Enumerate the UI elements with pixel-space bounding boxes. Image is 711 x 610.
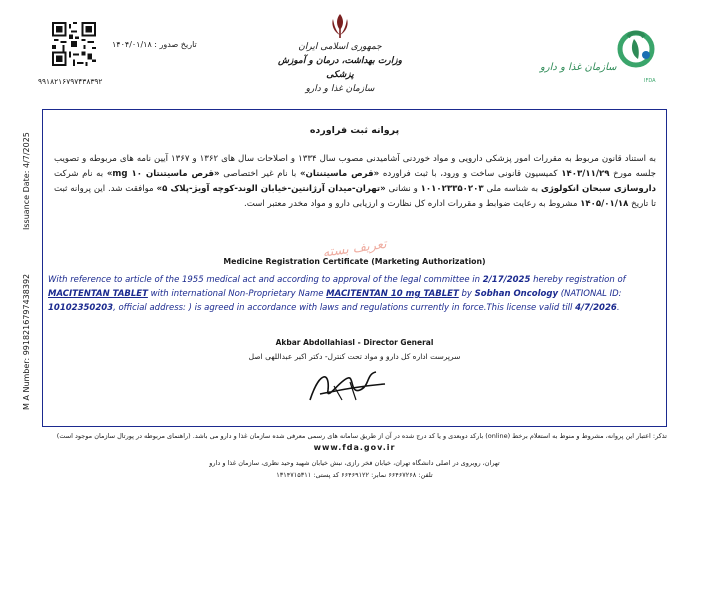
ministry-heading [270, 40, 410, 96]
company-fa: داروسازی سبحان انکولوژی [540, 184, 657, 194]
ministry-line-2: وزارت بهداشت، درمان و آموزش پزشکی [278, 56, 402, 80]
signer-persian: سرپرست اداره کل دارو و مواد تحت کنترل- دکتر اکبر عبداللهی اصل [248, 352, 461, 361]
footer-address: تهران، روبروی در اصلی دانشگاه تهران، خیابان فخر رازی، نبش خیابان شهید وحید نظری، سازمان غذا و دارو [209, 459, 500, 467]
english-text-3: with international Non-Proprietary Name [147, 289, 327, 299]
side-ma-number [18, 273, 38, 610]
english-text-5: (NATIONAL ID: [558, 289, 622, 299]
ifda-name: سازمان غذا و دارو [540, 62, 617, 73]
issue-date-label: تاریخ صدور : ۱۴۰۴/۰۱/۱۸ [112, 40, 197, 49]
valid-till-en: 4/7/2026 [575, 303, 617, 313]
committee-date-fa: ۱۴۰۳/۱۱/۲۹ [561, 169, 610, 179]
inn-en: MACITENTAN 10 mg TABLET [326, 289, 459, 299]
ministry-line-3: سازمان غذا و دارو [305, 84, 375, 94]
english-text-6: , official address: ) is agreed in accordance with laws and regulations currently in force.This license valid till [113, 303, 576, 313]
ifda-abbr: IFDA [644, 78, 656, 84]
qr-number: ۹۹۱۸۲۱۶۷۹۷۴۳۸۳۹۲ [38, 77, 103, 86]
persian-text-1: به استناد قانون مربوط به مقررات امور پزشکی دارویی و مواد خوردنی آشامیدنی مصوب سال ۱۳۳۴ و اصلاحات سال های ۱۳۶۲ و ۱۳۶۷ آیین نامه های مربوطه و تصویب جلسه مورخ [54, 154, 656, 179]
qr-code [52, 22, 96, 66]
inn-fa: «قرص ماسیتنتان ۱۰ mg» [106, 169, 220, 179]
persian-text-6: و نشانی [388, 184, 418, 194]
english-title: Medicine Registration Certificate (Marketing Authorization) [223, 257, 486, 266]
persian-body [54, 152, 656, 212]
company-en: Sobhan Oncology [474, 289, 558, 299]
english-text-4: by [458, 289, 475, 299]
footer-contact: تلفن: ۶۶۴۶۷۲۶۸ نمابر: ۶۶۴۶۹۱۲۲ کد پستی: ۱۳۱۴۷۱۵۳۱۱ [276, 471, 433, 479]
national-id-fa: ۱۰۱۰۲۳۳۵۰۲۰۳ [420, 184, 484, 194]
signer-english: Akbar Abdollahiasl - Director General [275, 338, 434, 347]
english-text-1: With reference to article of the 1955 medical act and according to approval of the legal committee in [48, 275, 483, 285]
signature-icon [290, 360, 400, 410]
persian-text-5: به شناسه ملی [486, 184, 539, 194]
persian-text-4: به نام شرکت [54, 169, 104, 179]
side-issuance-date [18, 132, 38, 240]
product-name-fa: «قرص ماسیتنتان» [300, 169, 380, 179]
stamp-watermark: تعریف بسته [321, 236, 388, 261]
english-body [48, 273, 660, 315]
ministry-line-1: جمهوری اسلامی ایران [298, 42, 382, 52]
side-ma-number-text: M A Number: 9918216797438392 [22, 273, 31, 410]
footer-note: تذکر: اعتبار این پروانه، مشروط و منوط به استعلام برخط (online) بارکد دوبعدی و یا کد درج شده در آن از طریق سامانه های رسمی معرفی شده سازمان غذا و دارو می باشد. (راهنمای مربوطه در پورتال سازمان موجود است) [56, 432, 667, 440]
side-issuance-date-text: Issuance Date: 4/7/2025 [22, 132, 31, 230]
footer-website[interactable]: www.fda.gov.ir [313, 443, 396, 452]
ifda-logo-icon [610, 25, 662, 77]
persian-text-2: کمیسیون قانونی ساخت و ورود، با ثبت فراورده [382, 169, 558, 179]
iran-emblem-icon [325, 11, 355, 41]
english-text-2: hereby registration of [530, 275, 626, 285]
persian-text-8: مشروط به رعایت ضوابط و مقررات اداره کل نظارت و ارزیابی دارو و مواد مخدر معتبر است. [244, 199, 578, 209]
persian-text-3: با نام غیر اختصاصی [223, 169, 297, 179]
persian-title: پروانه ثبت فراورده [309, 125, 400, 136]
english-text-7: . [616, 303, 620, 313]
persian-text-7: موافقت شد. این پروانه ثبت تا تاریخ [54, 184, 656, 209]
address-fa: «تهران-میدان آرژانتین-خیابان الوند-کوچه آویژ-پلاک ۵» [156, 184, 386, 194]
expiry-date-fa: ۱۴۰۵/۰۱/۱۸ [580, 199, 629, 209]
committee-date-en: 2/17/2025 [482, 275, 531, 285]
national-id-en: 10102350203 [48, 303, 114, 313]
product-name-en: MACITENTAN TABLET [48, 289, 148, 299]
